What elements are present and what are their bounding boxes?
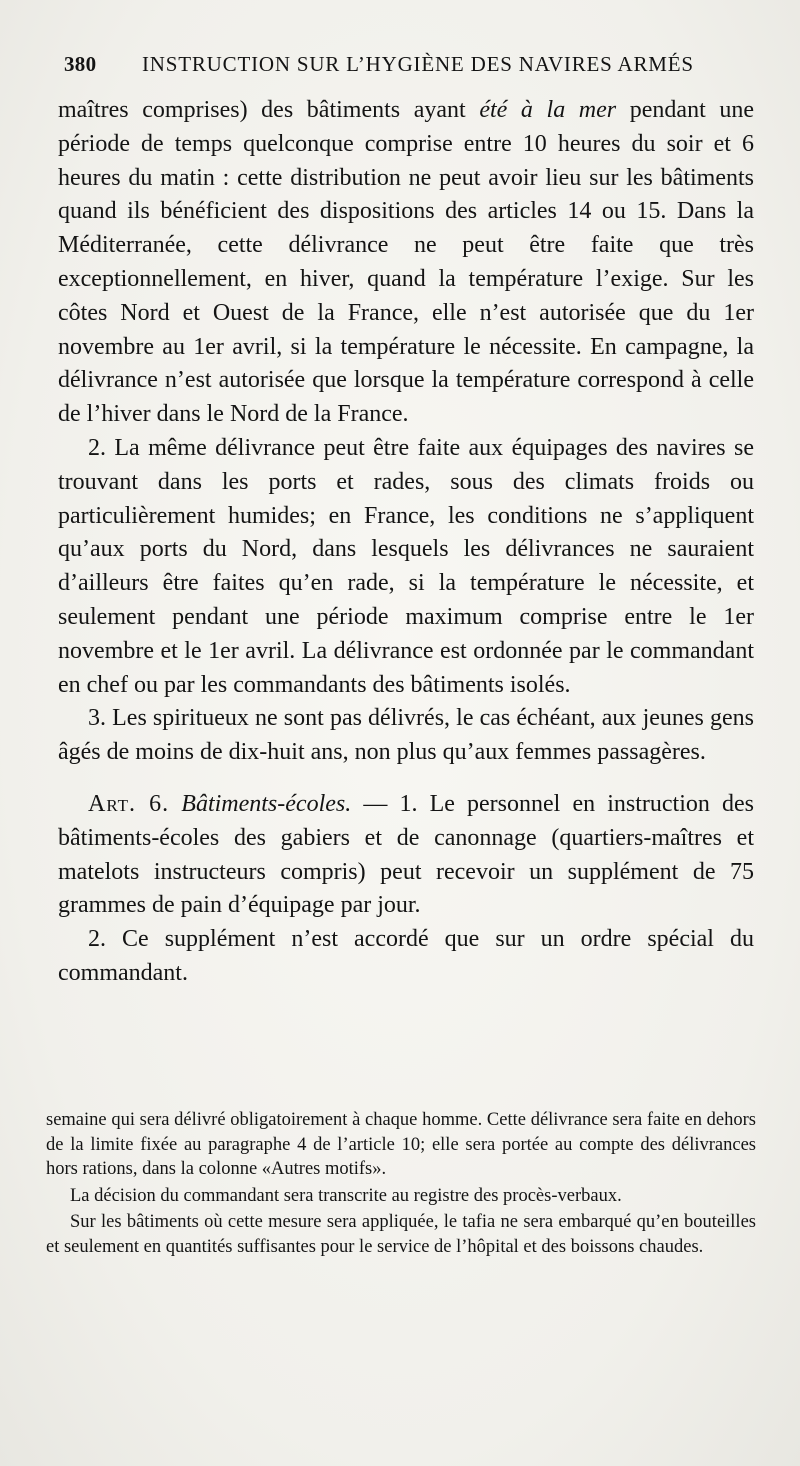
italic-phrase: été à la mer bbox=[479, 97, 617, 123]
article-label: Art. 6. bbox=[88, 790, 170, 817]
paragraph-text: pendant une période de temps quelconque comprise entre 10 heures du soir et 6 heures du matin : cette distribution ne peut avoir lieu sur les bâtiments quand ils bénéficient des dispositions des articles 14 ou 15. Dans la Méditerranée, cette délivrance ne peut être faite que très exceptionnellement, en hiver, quand la température l’exige. Sur les côtes Nord et Ouest de la France, elle n’est autorisée que du 1er novembre au 1er avril, si la température le nécessite. En campagne, la délivrance n’est autorisée que lorsque la température correspond à celle de l’hiver dans le Nord de la France. bbox=[58, 97, 754, 428]
page-number: 380 bbox=[64, 52, 97, 76]
article-title: Bâtiments-écoles. bbox=[181, 790, 352, 817]
paragraph-continued bbox=[58, 94, 754, 432]
article-text: — 1. Le personnel en instruction des bâtiments-écoles des gabiers et de canonnage (quartiers-maîtres et matelots instructeurs compris) peut recevoir un supplément de 75 grammes de pain d’équipage par jour. bbox=[58, 790, 754, 919]
footnotes bbox=[46, 1108, 756, 1259]
footnote-paragraph: Sur les bâtiments où cette mesure sera appliquée, le tafia ne sera embarqué qu’en bouteilles et seulement en quantités suffisantes pour le service de l’hôpital et des boissons chaudes. bbox=[46, 1212, 756, 1257]
paragraph-2: 2. La même délivrance peut être faite aux équipages des navires se trouvant dans les ports et rades, sous des climats froids ou particulièrement humides; en France, les conditions ne s’appliquent qu’aux ports du Nord, dans lesquels les délivrances ne sauraient d’ailleurs être faites qu’en rade, si la température le nécessite, et seulement pendant une période maximum comprise entre le 1er novembre et le 1er avril. La délivrance est ordonnée par le commandant en chef ou par les commandants des bâtiments isolés. bbox=[58, 434, 754, 698]
paragraph-3: 3. Les spiritueux ne sont pas délivrés, le cas échéant, aux jeunes gens âgés de moins de dix-huit ans, non plus qu’aux femmes passagères. bbox=[58, 705, 754, 766]
paragraph-5: 2. Ce supplément n’est accordé que sur un ordre spécial du commandant. bbox=[58, 926, 754, 986]
footnote-paragraph: La décision du commandant sera transcrite au registre des procès-verbaux. bbox=[70, 1185, 622, 1206]
running-header bbox=[60, 52, 750, 88]
paragraph-text: maîtres comprises) des bâtiments ayant bbox=[58, 97, 480, 123]
article-6 bbox=[58, 788, 754, 923]
footnote-continued: semaine qui sera délivré obligatoirement à chaque homme. Cette délivrance sera faite en dehors de la limite fixée au paragraphe 4 de l’article 10; elle sera portée au compte des délivrances hors rations, dans la colonne «Autres motifs». bbox=[46, 1110, 756, 1179]
main-text bbox=[58, 94, 754, 991]
running-title: INSTRUCTION SUR L’HYGIÈNE DES NAVIRES ARMÉS bbox=[142, 52, 694, 76]
